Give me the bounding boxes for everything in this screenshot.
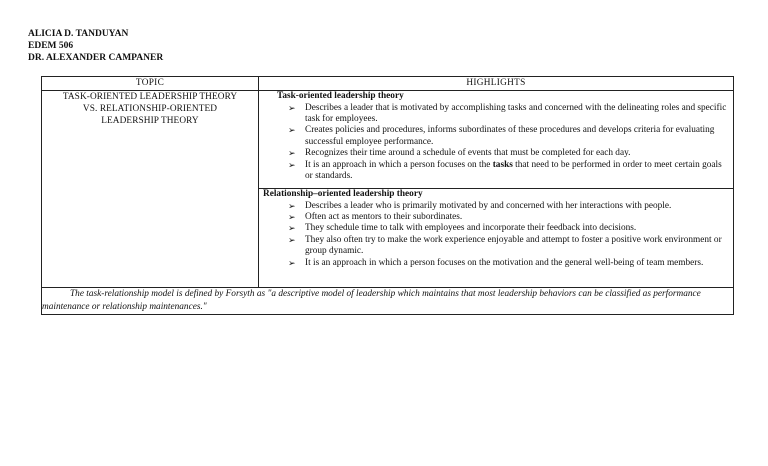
arrow-bullet-icon: ➢ [288, 223, 296, 234]
author-name: ALICIA D. TANDUYAN [28, 29, 129, 39]
list-item: ➢ Describes a leader who is primarily motivated by and concerned with her interactions with people. [288, 200, 672, 211]
bold-keyword: tasks [492, 159, 513, 170]
topic-column-header: TOPIC [42, 77, 259, 91]
list-item: ➢ It is an approach in which a person focuses on the tasks that need to be performed in order to meet certain goals or standards. [288, 159, 722, 181]
relationship-oriented-cell [259, 189, 734, 288]
arrow-bullet-icon: ➢ [288, 200, 296, 211]
list-item: ➢ Creates policies and procedures, informs subordinates of these procedures and develops criteria for evaluating successful employee performance. [288, 125, 715, 147]
table-row [42, 288, 734, 315]
list-item: ➢ They also often try to make the work experience enjoyable and attempt to foster a positive work environment or group dynamic. [288, 234, 722, 257]
arrow-bullet-icon: ➢ [288, 234, 296, 245]
list-item: ➢ They schedule time to talk with employees and incorporate their feedback into decisions. [288, 223, 637, 234]
task-oriented-list [259, 103, 733, 183]
table-row [42, 91, 734, 189]
list-item: ➢ Often act as mentors to their subordinates. [288, 211, 463, 222]
instructor-name: DR. ALEXANDER CAMPANER [28, 53, 164, 63]
task-oriented-title: Task-oriented leadership theory [277, 91, 404, 101]
list-item: ➢ Describes a leader that is motivated by accomplishing tasks and concerned with the delineating roles and specific task for employees. [288, 102, 727, 124]
topic-cell [42, 91, 259, 288]
relationship-oriented-title: Relationship–oriented leadership theory [263, 189, 423, 199]
arrow-bullet-icon: ➢ [288, 257, 296, 268]
topic-line: LEADERSHIP THEORY [101, 116, 199, 127]
table-header-row [42, 77, 734, 91]
quote-cell [42, 288, 734, 315]
topic-line: VS. RELATIONSHIP-ORIENTED [82, 104, 218, 115]
arrow-bullet-icon: ➢ [288, 148, 296, 159]
forsyth-quote: The task-relationship model is defined by Forsyth as "a descriptive model of leadership which maintains that most leadership behaviors can be classified as performance maintenance or relationship maintenances." [42, 289, 701, 312]
course-code: EDEM 506 [28, 41, 74, 51]
arrow-bullet-icon: ➢ [288, 211, 296, 222]
list-item: ➢ Recognizes their time around a schedule of events that must be completed for each day. [288, 148, 631, 159]
document-header [28, 28, 163, 64]
highlights-column-header: HIGHLIGHTS [259, 77, 734, 91]
arrow-bullet-icon: ➢ [288, 102, 296, 113]
topic-highlights-table [41, 76, 734, 315]
arrow-bullet-icon: ➢ [288, 125, 296, 136]
relationship-oriented-list [259, 201, 733, 269]
list-item: ➢ It is an approach in which a person focuses on the motivation and the general well-being of team members. [288, 257, 704, 268]
task-oriented-cell [259, 91, 734, 189]
arrow-bullet-icon: ➢ [288, 159, 296, 170]
topic-line: TASK-ORIENTED LEADERSHIP THEORY [62, 92, 238, 102]
